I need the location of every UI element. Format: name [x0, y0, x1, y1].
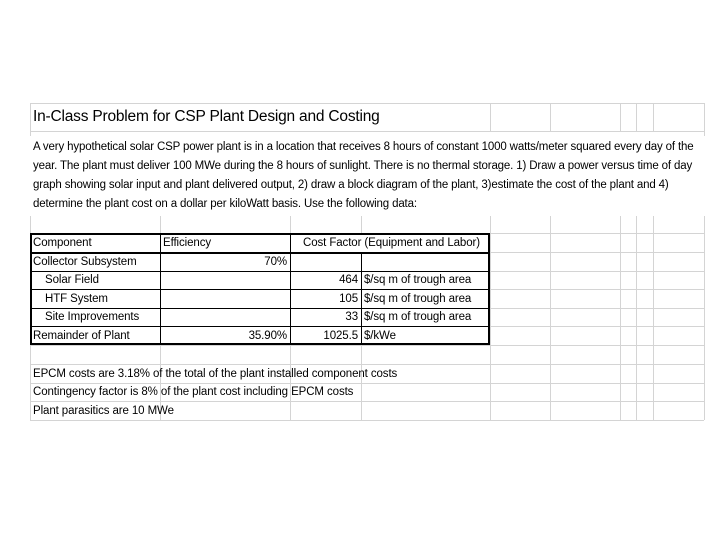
note-contingency-factor: Contingency factor is 8% of the plant cost including EPCM costs	[33, 386, 354, 398]
table-cell-component: Solar Field	[45, 274, 99, 286]
note-epcm-costs: EPCM costs are 3.18% of the total of the plant installed component costs	[33, 368, 398, 380]
table-cell-component: Site Improvements	[45, 311, 140, 323]
table-cell-cost: 105	[339, 293, 358, 305]
grid-row-line	[30, 420, 704, 421]
table-header-component: Component	[33, 237, 92, 249]
table-cell-efficiency: 70%	[264, 256, 287, 268]
table-header-efficiency: Efficiency	[163, 237, 212, 249]
table-cell-component: Remainder of Plant	[33, 330, 130, 342]
table-cell-efficiency: 35.90%	[248, 330, 287, 342]
table-cell-component: HTF System	[45, 293, 108, 305]
note-plant-parasitics: Plant parasitics are 10 MWe	[33, 405, 174, 417]
table-cell-cost: 464	[339, 274, 358, 286]
table-cell-unit: $/sq m of trough area	[364, 274, 472, 286]
table-cell-component: Collector Subsystem	[33, 256, 137, 268]
table-cell-cost: 1025.5	[323, 330, 358, 342]
table-cell-cost: 33	[345, 311, 358, 323]
sheet-title: In-Class Problem for CSP Plant Design and Costing	[33, 108, 380, 125]
problem-description: A very hypothetical solar CSP power plant is in a location that receives 8 hours of constant 1000 watts/meter squared every day of the year. The plant must deliver 100 MWe during the 8 hours of sunlight. There is no thermal storage. 1) Draw a power versus time of day graph showing solar input and plant delivered output, 2) draw a block diagram of the plant, 3)estimate the cost of the plant and 4) determine the plant cost on a dollar per kiloWatt basis. Use the following data:	[30, 136, 705, 216]
table-cell-unit: $/kWe	[364, 330, 396, 342]
table-cell-unit: $/sq m of trough area	[364, 293, 472, 305]
table-header-cost-factor: Cost Factor (Equipment and Labor)	[303, 237, 480, 249]
grid-row-line	[30, 345, 704, 346]
table-cell-unit: $/sq m of trough area	[364, 311, 472, 323]
